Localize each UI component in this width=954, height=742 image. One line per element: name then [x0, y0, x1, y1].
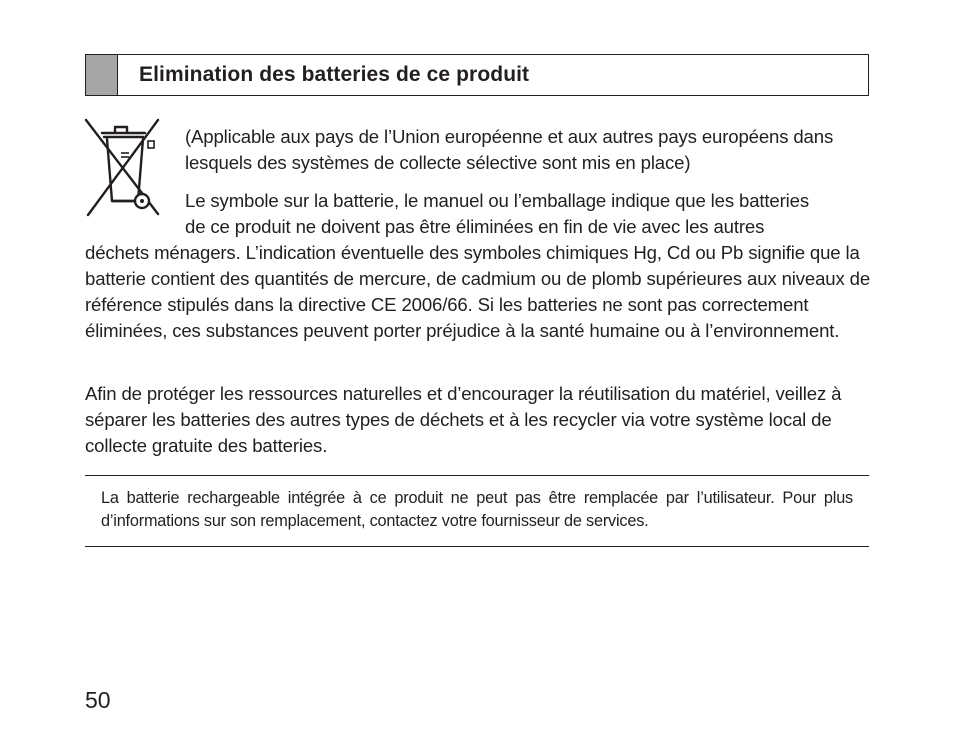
- recycling-paragraph: Afin de protéger les ressources naturelles et d’encourager la réutilisation du matériel, veillez à séparer les batteries des autres types de déchets et à les recycler via votre système local de collecte gratuite des batteries.: [85, 383, 842, 456]
- note-top-rule: [85, 475, 869, 476]
- symbol-paragraph-continued: déchets ménagers. L’indication éventuelle des symboles chimiques Hg, Cd ou Pb signifie que la batterie contient des quantités de mercure, de cadmium ou de plomb supérieures aux niveaux de référence stipulés dans la directive CE 2006/66. Si les batteries ne sont pas correctement éliminées, ces substances peuvent porter préjudice à la santé humaine ou à l’environnement.: [85, 242, 871, 341]
- heading-tab-marker: [86, 55, 118, 95]
- note-bottom-rule: [85, 546, 869, 547]
- section-heading: [85, 54, 869, 96]
- symbol-paragraph-indented: [185, 188, 875, 240]
- applicability-paragraph: (Applicable aux pays de l’Union européenne et aux autres pays européens dans lesquels des systèmes de collecte sélective sont mis en place): [185, 126, 834, 173]
- page-number: 50: [85, 687, 111, 713]
- symbol-text-line-1: Le symbole sur la batterie, le manuel ou l’emballage indique que les batteries: [185, 190, 809, 211]
- symbol-text-line-2: de ce produit ne doivent pas être éliminées en fin de vie avec les autres: [185, 216, 765, 237]
- crossed-out-wheeled-bin-icon: [83, 117, 161, 219]
- section-title: Elimination des batteries de ce produit: [139, 63, 530, 86]
- note-text: La batterie rechargeable intégrée à ce produit ne peut pas être remplacée par l’utilisateur. Pour plus d’informations sur son remplacement, contactez votre fournisseur de services.: [101, 489, 853, 530]
